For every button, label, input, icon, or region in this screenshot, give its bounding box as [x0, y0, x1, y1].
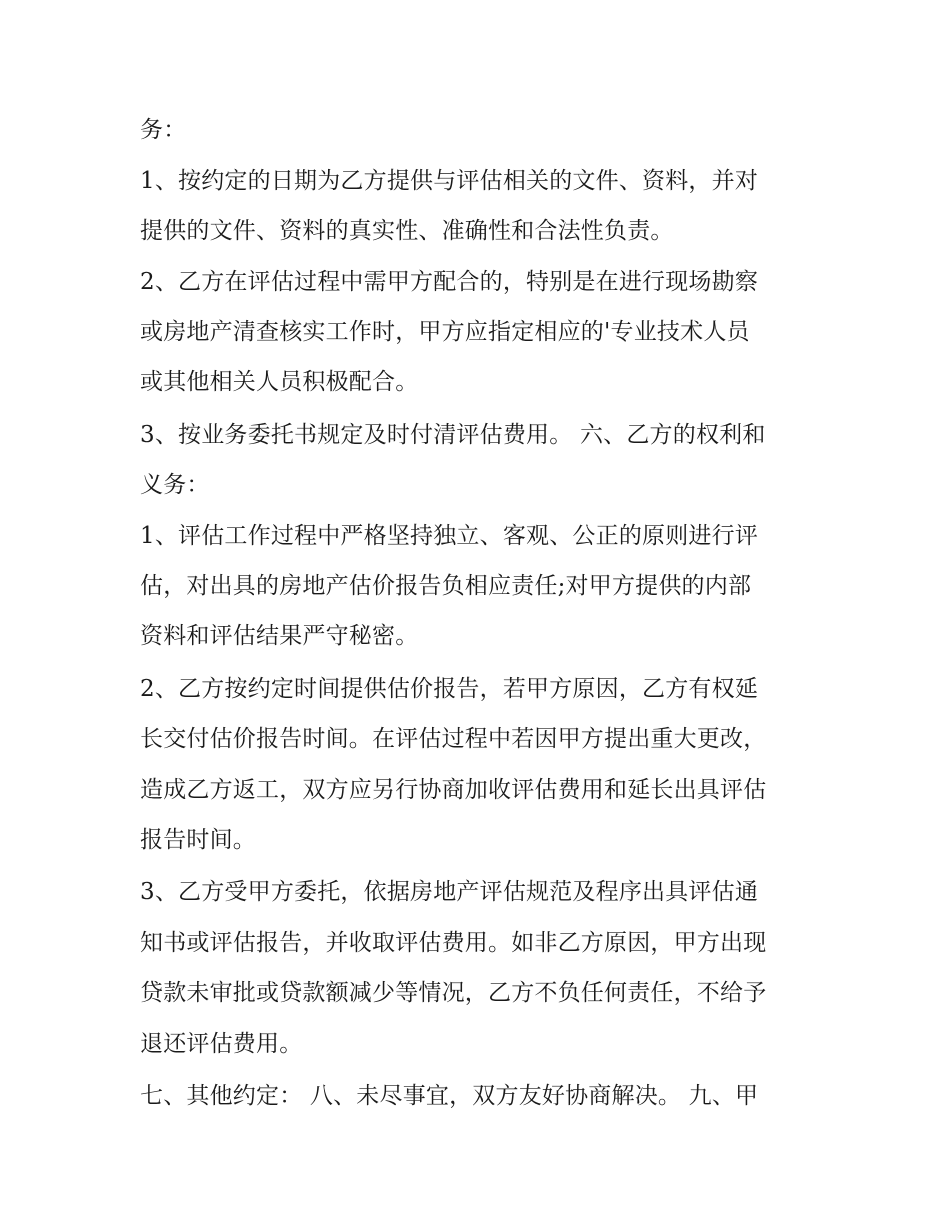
- text-line: 长交付估价报告时间。在评估过程中若因甲方提出重大更改，: [140, 726, 767, 752]
- text-line: 知书或评估报告，并收取评估费用。如非乙方原因，甲方出现: [140, 930, 767, 956]
- text-line: 提供的文件、资料的真实性、准确性和合法性负责。: [140, 218, 674, 244]
- text-line: 报告时间。: [140, 827, 256, 853]
- text-line: 1、按约定的日期为乙方提供与评估相关的文件、资料，并对: [140, 168, 759, 194]
- text-line: 估，对出具的房地产估价报告负相应责任;对甲方提供的内部: [140, 573, 752, 599]
- text-line: 退还评估费用。: [140, 1031, 303, 1057]
- text-line: 2、乙方按约定时间提供估价报告，若甲方原因，乙方有权延: [140, 676, 759, 702]
- text-line: 贷款未审批或贷款额减少等情况，乙方不负任何责任，不给予: [140, 980, 767, 1006]
- text-line: 或其他相关人员积极配合。: [140, 369, 419, 395]
- text-line: 3、按业务委托书规定及时付清评估费用。 六、乙方的权利和: [140, 422, 766, 448]
- text-line: 义务：: [140, 472, 210, 498]
- text-line: 七、其他约定： 八、未尽事宜，双方友好协商解决。 九、甲: [140, 1083, 759, 1109]
- text-line: 或房地产清查核实工作时，甲方应指定相应的'专业技术人员: [140, 319, 750, 345]
- text-line: 资料和评估结果严守秘密。: [140, 623, 419, 649]
- text-line: 务：: [140, 117, 187, 143]
- text-line: 2、乙方在评估过程中需甲方配合的，特别是在进行现场勘察: [140, 269, 759, 295]
- text-line: 造成乙方返工，双方应另行协商加收评估费用和延长出具评估: [140, 777, 767, 803]
- text-line: 3、乙方受甲方委托，依据房地产评估规范及程序出具评估通: [140, 879, 759, 905]
- text-line: 1、评估工作过程中严格坚持独立、客观、公正的原则进行评: [140, 523, 759, 549]
